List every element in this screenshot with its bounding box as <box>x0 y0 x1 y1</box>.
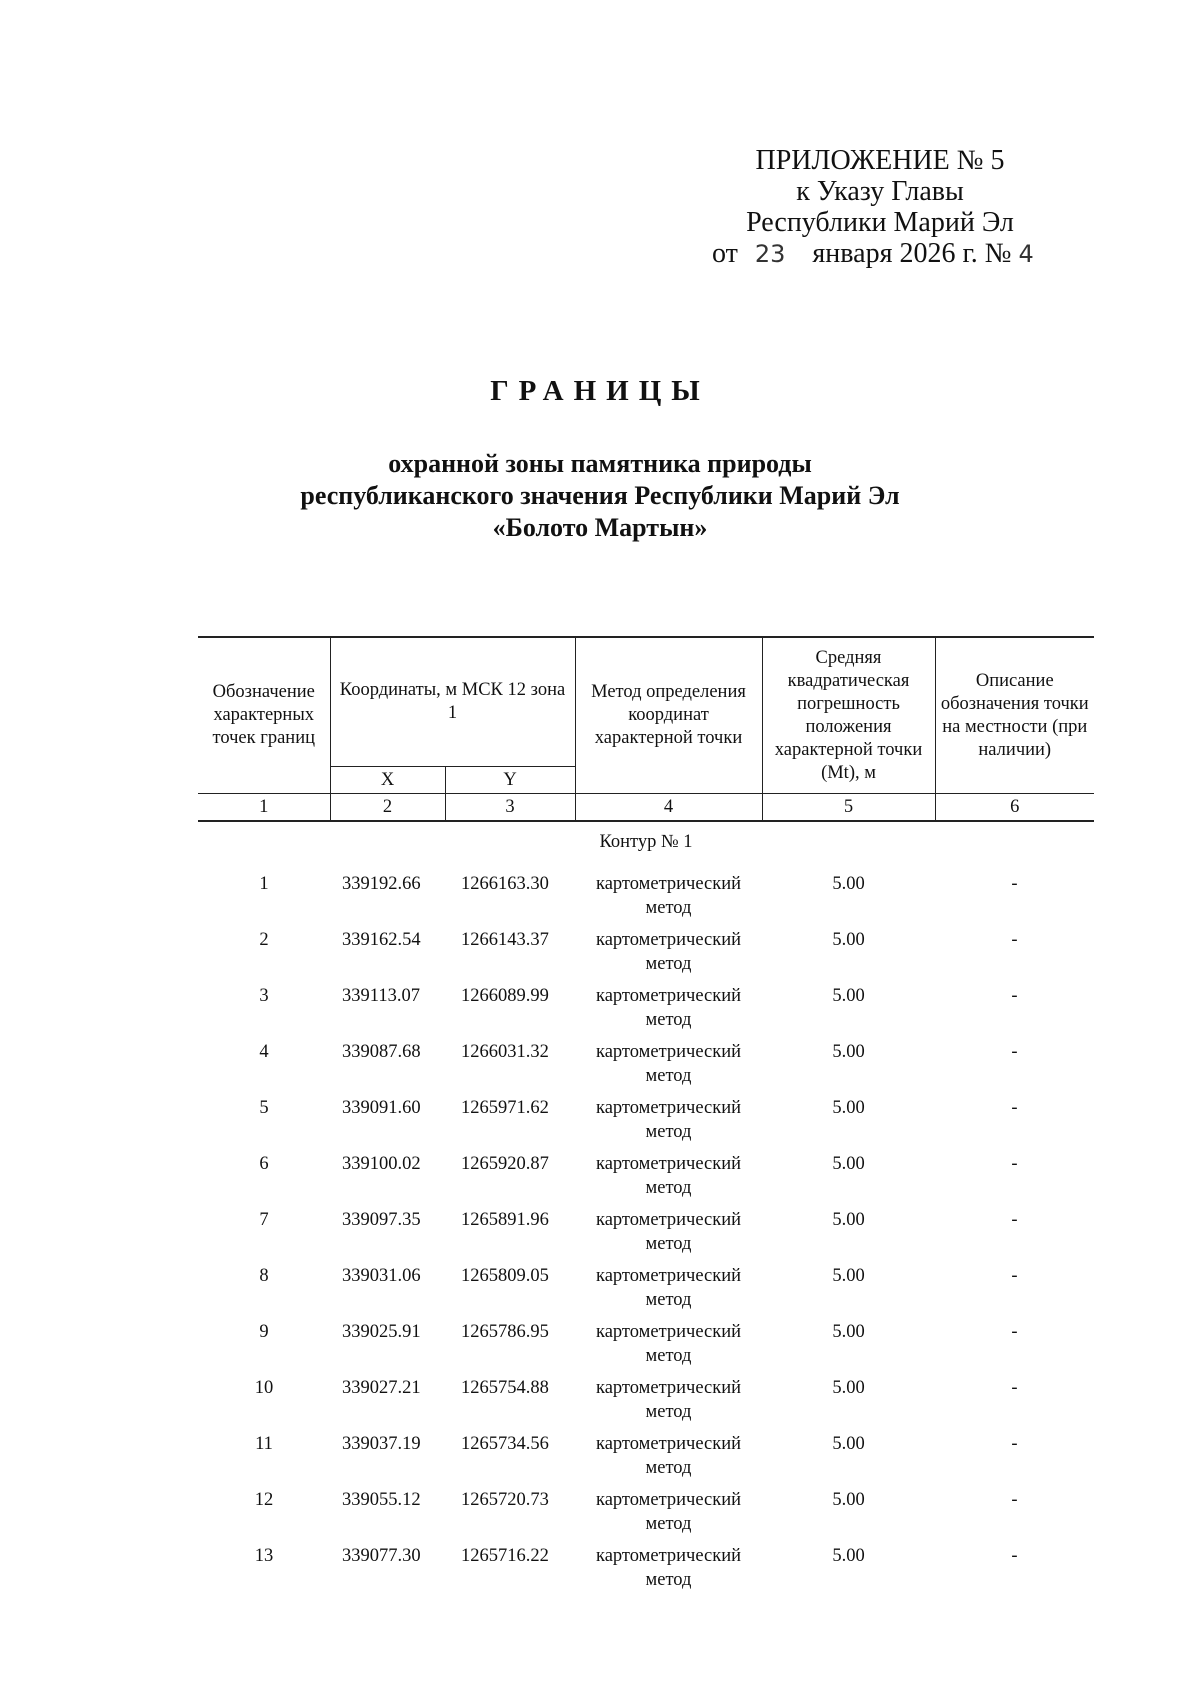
method-text: картометрический <box>595 1378 742 1398</box>
point-number: 2 <box>259 930 269 950</box>
coord-x: 339055.12 <box>342 1490 421 1510</box>
page-title: ГРАНИЦЫ <box>490 375 710 407</box>
column-number: 1 <box>198 794 330 822</box>
method-cell <box>575 1096 762 1152</box>
appendix-block <box>700 145 1060 270</box>
method-text: метод <box>645 1178 692 1198</box>
method-text: картометрический <box>595 1266 742 1286</box>
mt-value: 5.00 <box>832 1434 865 1454</box>
mt-value: 5.00 <box>832 1266 865 1286</box>
method-text: картометрический <box>595 1322 742 1342</box>
method-cell <box>575 1152 762 1208</box>
method-text: метод <box>645 1570 692 1590</box>
method-text: картометрический <box>595 1210 742 1230</box>
table-row <box>198 1432 1094 1488</box>
header-error: Средняя квадратическая погрешность положения характерной точки (Mt), м <box>762 637 935 794</box>
method-text: метод <box>645 1346 692 1366</box>
table-row <box>198 872 1094 928</box>
mt-value: 5.00 <box>832 1210 865 1230</box>
description-value: - <box>1011 986 1018 1006</box>
mt-value: 5.00 <box>832 874 865 894</box>
date-prefix: от <box>712 238 738 269</box>
mt-value: 5.00 <box>832 1490 865 1510</box>
method-cell <box>575 1264 762 1320</box>
column-number: 6 <box>935 794 1094 822</box>
method-text: картометрический <box>595 1546 742 1566</box>
coord-x: 339113.07 <box>342 986 420 1006</box>
table-row <box>198 1264 1094 1320</box>
method-text: метод <box>645 1066 692 1086</box>
point-number: 7 <box>259 1210 269 1230</box>
subtitle-line-1: охранной зоны памятника природы <box>388 449 812 478</box>
coord-x: 339100.02 <box>342 1154 421 1174</box>
description-value: - <box>1011 1210 1018 1230</box>
method-text: метод <box>645 1514 692 1534</box>
mt-value: 5.00 <box>832 1154 865 1174</box>
coord-y: 1265971.62 <box>461 1098 549 1118</box>
decree-number: 4 <box>1018 240 1034 268</box>
description-value: - <box>1011 1490 1018 1510</box>
mt-value: 5.00 <box>832 1546 865 1566</box>
column-number: 3 <box>445 794 575 822</box>
column-number: 4 <box>575 794 762 822</box>
coord-y: 1265716.22 <box>461 1546 549 1566</box>
table-row <box>198 984 1094 1040</box>
coord-x: 339025.91 <box>342 1322 421 1342</box>
method-text: метод <box>645 1122 692 1142</box>
point-number: 13 <box>254 1546 274 1566</box>
method-text: метод <box>645 1234 692 1254</box>
table-row <box>198 1096 1094 1152</box>
point-number: 9 <box>259 1322 269 1342</box>
coord-x: 339162.54 <box>342 930 421 950</box>
table-row <box>198 1488 1094 1544</box>
header-point-designation: Обозначение характерных точек границ <box>198 637 330 794</box>
method-text: картометрический <box>595 874 742 894</box>
coord-x: 339077.30 <box>342 1546 421 1566</box>
method-text: метод <box>645 954 692 974</box>
coordinates-table <box>198 636 1094 1600</box>
description-value: - <box>1011 1042 1018 1062</box>
contour-row <box>198 821 1094 872</box>
point-number: 1 <box>259 874 269 894</box>
method-text: метод <box>645 898 692 918</box>
mt-value: 5.00 <box>832 1098 865 1118</box>
subtitle-line-2: республиканского значения Республики Марий Эл <box>300 481 900 510</box>
method-text: картометрический <box>595 1042 742 1062</box>
method-text: картометрический <box>595 1154 742 1174</box>
description-value: - <box>1011 930 1018 950</box>
method-text: картометрический <box>595 930 742 950</box>
coord-x: 339097.35 <box>342 1210 421 1230</box>
coord-y: 1265720.73 <box>461 1490 549 1510</box>
coord-y: 1266143.37 <box>461 930 549 950</box>
point-number: 6 <box>259 1154 269 1174</box>
header-x: X <box>330 767 445 794</box>
point-number: 3 <box>259 986 269 1006</box>
appendix-republic: Республики Марий Эл <box>746 207 1014 238</box>
appendix-decree-ref: к Указу Главы <box>796 176 964 207</box>
coord-y: 1265809.05 <box>461 1266 549 1286</box>
appendix-date <box>700 238 1060 270</box>
coord-y: 1266163.30 <box>461 874 549 894</box>
coord-y: 1265786.95 <box>461 1322 549 1342</box>
method-cell <box>575 1432 762 1488</box>
point-number: 4 <box>259 1042 269 1062</box>
page-subtitle <box>0 448 1200 544</box>
coord-y: 1265891.96 <box>461 1210 549 1230</box>
coord-x: 339192.66 <box>342 874 421 894</box>
description-value: - <box>1011 1266 1018 1286</box>
description-value: - <box>1011 1434 1018 1454</box>
header-y: Y <box>445 767 575 794</box>
point-number: 12 <box>254 1490 274 1510</box>
coord-y: 1265920.87 <box>461 1154 549 1174</box>
date-day: 23 <box>754 240 786 268</box>
column-number: 2 <box>330 794 445 822</box>
method-text: метод <box>645 1402 692 1422</box>
mt-value: 5.00 <box>832 1042 865 1062</box>
description-value: - <box>1011 1546 1018 1566</box>
contour-label: Контур № 1 <box>599 832 693 852</box>
method-cell <box>575 984 762 1040</box>
coord-y: 1265734.56 <box>461 1434 549 1454</box>
method-text: метод <box>645 1010 692 1030</box>
table-row <box>198 1320 1094 1376</box>
mt-value: 5.00 <box>832 930 865 950</box>
header-description: Описание обозначения точки на местности (при наличии) <box>935 637 1094 794</box>
subtitle-line-3: «Болото Мартын» <box>492 513 708 542</box>
method-cell <box>575 872 762 928</box>
coord-y: 1265754.88 <box>461 1378 549 1398</box>
coord-y: 1266089.99 <box>461 986 549 1006</box>
method-cell <box>575 1544 762 1600</box>
description-value: - <box>1011 1154 1018 1174</box>
description-value: - <box>1011 1378 1018 1398</box>
coord-x: 339037.19 <box>342 1434 421 1454</box>
header-coordinates: Координаты, м МСК 12 зона 1 <box>330 637 575 767</box>
method-cell <box>575 1040 762 1096</box>
method-text: картометрический <box>595 986 742 1006</box>
description-value: - <box>1011 1322 1018 1342</box>
point-number: 10 <box>254 1378 274 1398</box>
table-row <box>198 1040 1094 1096</box>
method-cell <box>575 928 762 984</box>
method-text: картометрический <box>595 1490 742 1510</box>
description-value: - <box>1011 874 1018 894</box>
table-row <box>198 1208 1094 1264</box>
column-number: 5 <box>762 794 935 822</box>
table-row <box>198 1376 1094 1432</box>
method-cell <box>575 1208 762 1264</box>
description-value: - <box>1011 1098 1018 1118</box>
point-number: 5 <box>259 1098 269 1118</box>
method-cell <box>575 1320 762 1376</box>
mt-value: 5.00 <box>832 1322 865 1342</box>
table-row <box>198 928 1094 984</box>
method-text: метод <box>645 1458 692 1478</box>
mt-value: 5.00 <box>832 986 865 1006</box>
header-method: Метод определения координат характерной точки <box>575 637 762 794</box>
date-rest: января 2026 г. № <box>812 238 1012 269</box>
appendix-title: ПРИЛОЖЕНИЕ № 5 <box>755 145 1005 176</box>
table-row <box>198 1544 1094 1600</box>
method-cell <box>575 1376 762 1432</box>
point-number: 11 <box>255 1434 273 1454</box>
coord-y: 1266031.32 <box>461 1042 549 1062</box>
method-text: картометрический <box>595 1434 742 1454</box>
method-text: метод <box>645 1290 692 1310</box>
mt-value: 5.00 <box>832 1378 865 1398</box>
coord-x: 339027.21 <box>342 1378 421 1398</box>
method-cell <box>575 1488 762 1544</box>
point-number: 8 <box>259 1266 269 1286</box>
method-text: картометрический <box>595 1098 742 1118</box>
coord-x: 339091.60 <box>342 1098 421 1118</box>
coord-x: 339031.06 <box>342 1266 421 1286</box>
coord-x: 339087.68 <box>342 1042 421 1062</box>
table-row <box>198 1152 1094 1208</box>
